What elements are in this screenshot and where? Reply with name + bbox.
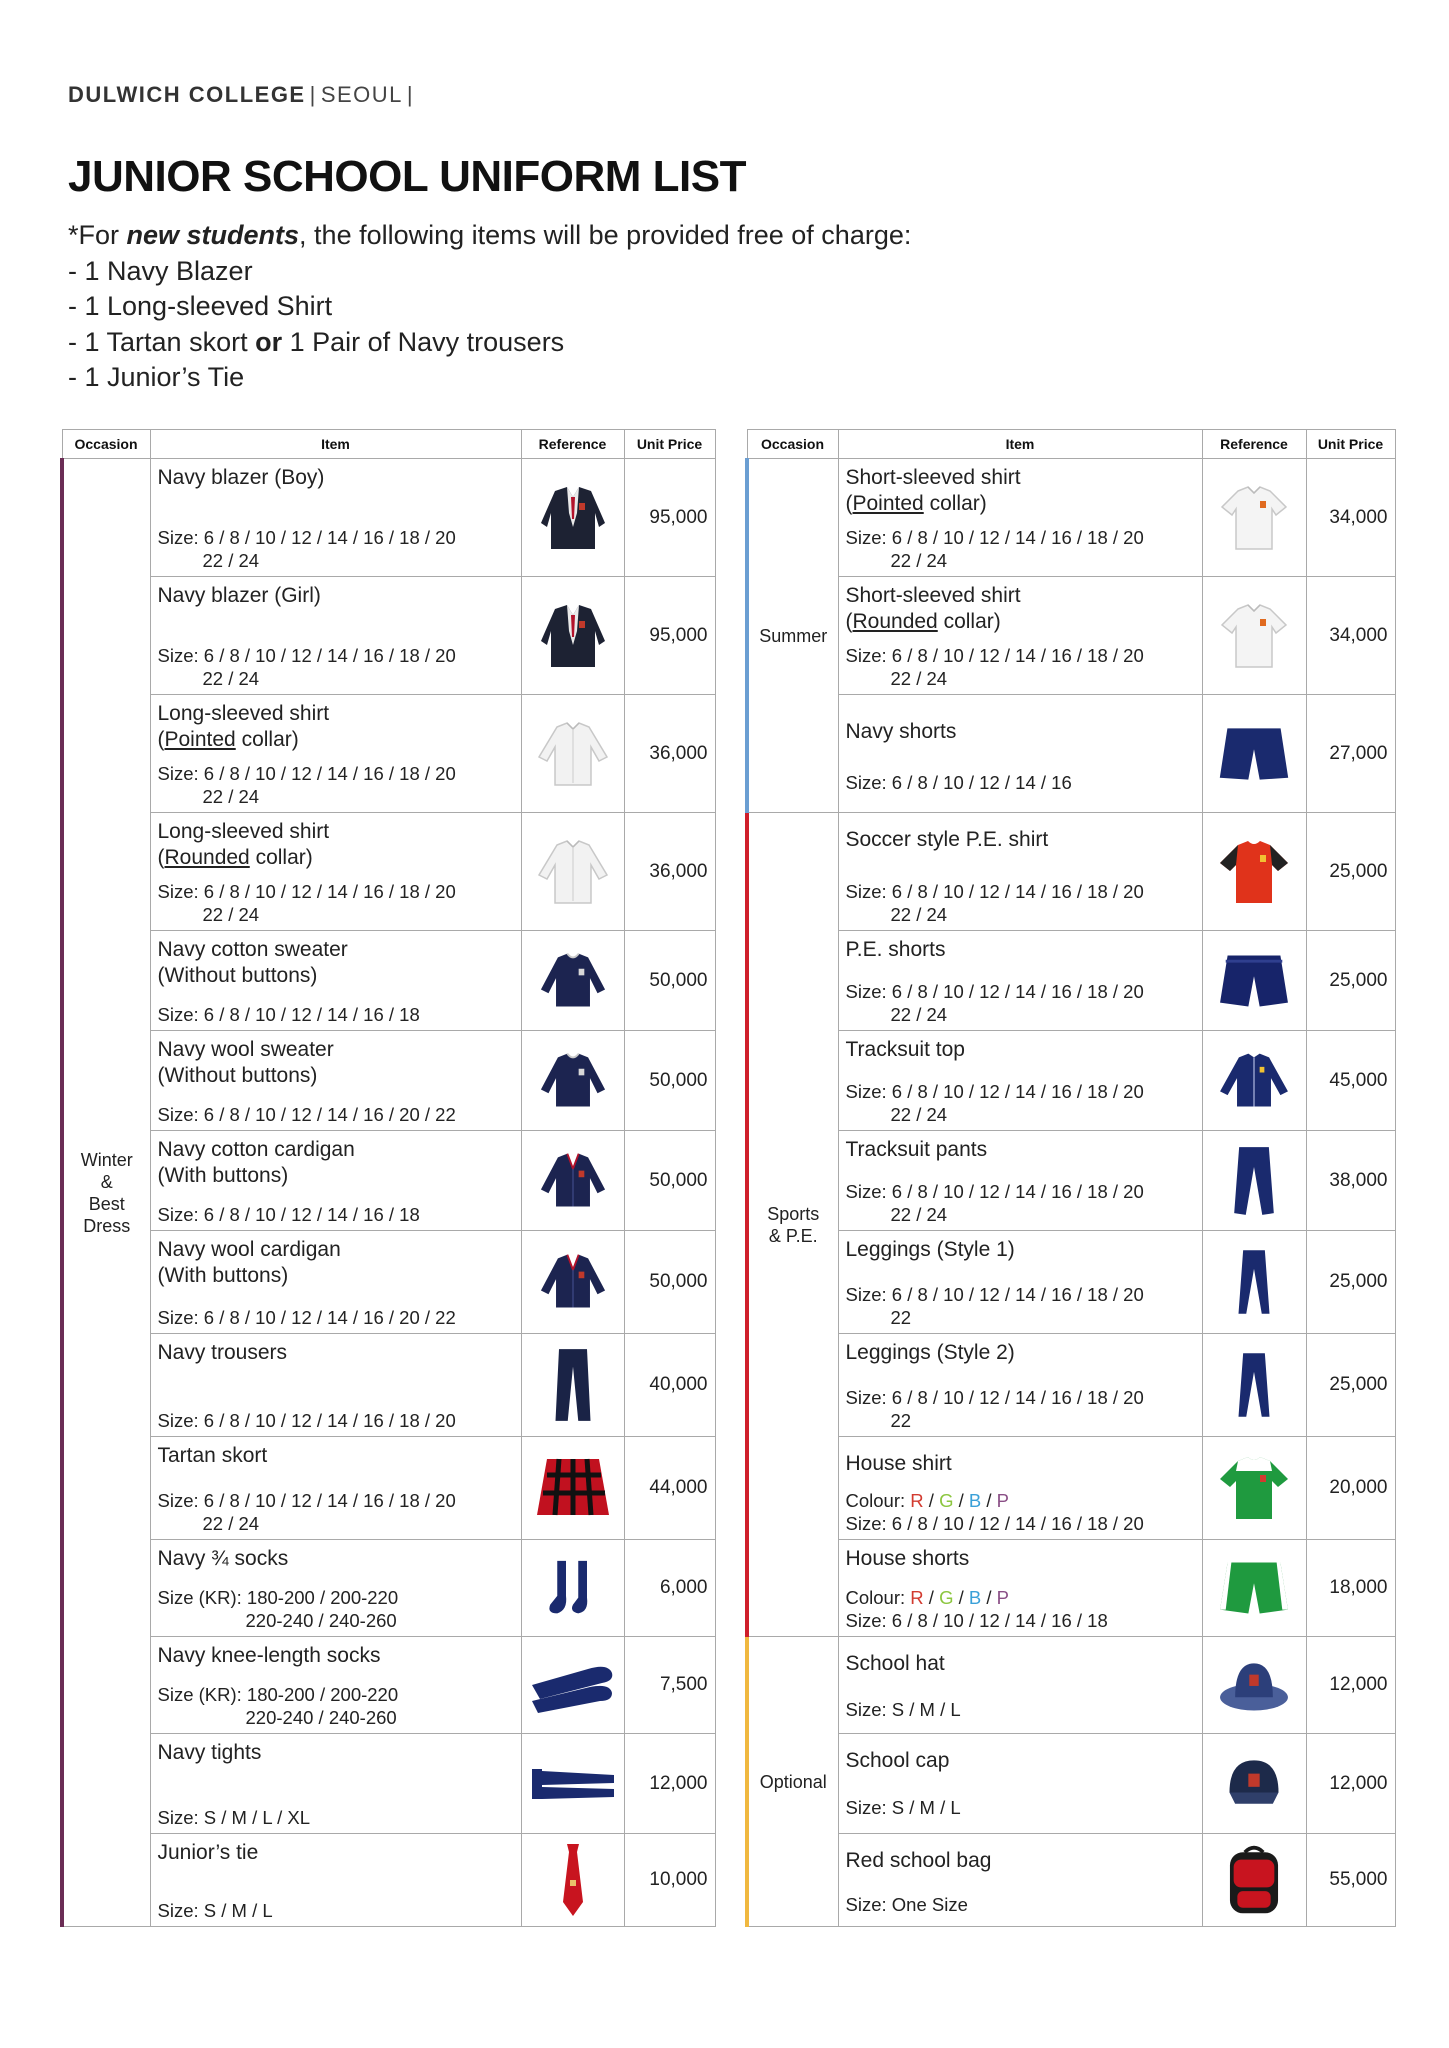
table-row xyxy=(747,931,1395,1031)
colour-purple: P xyxy=(996,1490,1009,1511)
item-cell xyxy=(150,1334,521,1437)
reference-image xyxy=(1202,1334,1306,1437)
item-sizes: Size: S / M / L xyxy=(845,1699,961,1720)
item-sizes: Size: 6 / 8 / 10 / 12 / 14 / 16 / 18 / 20 22 xyxy=(845,1387,1144,1431)
item-sizes: Size: 6 / 8 / 10 / 12 / 14 / 16 / 18 / 20 xyxy=(157,1410,456,1431)
item-sizes: Size: S / M / L xyxy=(845,1797,961,1818)
table-header-row xyxy=(62,430,715,459)
brand-header xyxy=(68,82,418,108)
knee-socks-icon xyxy=(528,1655,618,1715)
reference-image xyxy=(521,1637,624,1734)
reference-image xyxy=(521,1131,624,1231)
free-item: - 1 Navy Blazer xyxy=(68,255,253,286)
table-row xyxy=(62,1231,715,1334)
brand-separator: | xyxy=(309,82,317,107)
occasion-sports-pe: Sports & P.E. xyxy=(747,813,838,1637)
reference-image xyxy=(1202,813,1306,931)
item-name: Navy trousers xyxy=(157,1341,288,1364)
colour-green: G xyxy=(939,1490,954,1511)
item-cell xyxy=(150,1637,521,1734)
unit-price-header: Unit Price xyxy=(624,430,715,459)
item-name: Leggings (Style 2) xyxy=(845,1341,1015,1364)
item-sizes: Size: S / M / L xyxy=(157,1900,273,1921)
blazer-icon xyxy=(533,601,613,671)
item-sizes: Size: 6 / 8 / 10 / 12 / 14 / 16 / 18 xyxy=(157,1004,420,1025)
reference-image xyxy=(521,1734,624,1834)
reference-image xyxy=(1202,1734,1306,1834)
unit-price: 25,000 xyxy=(1306,931,1395,1031)
occasion-header: Occasion xyxy=(747,430,838,459)
table-row xyxy=(62,1334,715,1437)
item-sizes: Size (KR): 180-200 / 200-220 220-240 / 240-260 xyxy=(157,1684,399,1728)
item-cell xyxy=(150,813,521,931)
item-sizes: Size: 6 / 8 / 10 / 12 / 14 / 16 / 18 / 20 22 / 24 xyxy=(845,1081,1144,1125)
reference-image xyxy=(1202,1131,1306,1231)
intro-emphasis: new students xyxy=(126,220,300,250)
item-cell xyxy=(150,1834,521,1927)
item-cell xyxy=(838,1437,1202,1540)
pe-shirt-icon xyxy=(1214,837,1294,907)
reference-image xyxy=(1202,931,1306,1031)
reference-image xyxy=(521,459,624,577)
reference-image xyxy=(1202,1437,1306,1540)
item-name: Navy cotton cardigan (With buttons) xyxy=(157,1138,355,1187)
brand-separator-end: | xyxy=(406,82,415,107)
item-sizes: Size: S / M / L / XL xyxy=(157,1807,311,1828)
hat-icon xyxy=(1214,1652,1294,1718)
unit-price: 34,000 xyxy=(1306,577,1395,695)
table-row xyxy=(62,1131,715,1231)
item-name: House shorts xyxy=(845,1547,970,1570)
unit-price: 25,000 xyxy=(1306,1231,1395,1334)
brand-city: SEOUL xyxy=(320,82,403,107)
table-row xyxy=(747,813,1395,931)
item-cell xyxy=(150,1131,521,1231)
socks-icon xyxy=(538,1555,608,1621)
reference-image xyxy=(1202,1637,1306,1734)
summer-sports-optional-table xyxy=(745,429,1396,1927)
item-sizes: Size: 6 / 8 / 10 / 12 / 14 / 16 / 18 / 20 22 / 24 xyxy=(845,527,1144,571)
item-name: Red school bag xyxy=(845,1849,992,1872)
reference-image xyxy=(1202,1231,1306,1334)
table-header-row xyxy=(747,430,1395,459)
reference-image xyxy=(1202,577,1306,695)
item-sizes: Size (KR): 180-200 / 200-220 220-240 / 240-260 xyxy=(157,1587,399,1631)
table-row xyxy=(62,459,715,577)
cap-icon xyxy=(1214,1751,1294,1817)
brand-name: DULWICH COLLEGE xyxy=(68,82,306,107)
item-cell xyxy=(838,1334,1202,1437)
item-sizes: Size: 6 / 8 / 10 / 12 / 14 / 16 / 18 / 20 22 / 24 xyxy=(157,763,456,807)
item-sizes: Colour: R / G / B / P Size: 6 / 8 / 10 / 12 / 14 / 16 / 18 xyxy=(846,1586,1198,1632)
item-cell xyxy=(838,1637,1202,1734)
unit-price: 45,000 xyxy=(1306,1031,1395,1131)
table-row xyxy=(62,1734,715,1834)
intro-notice xyxy=(68,218,911,396)
house-colours: Colour: R / G / B / P xyxy=(845,1587,1009,1608)
reference-image xyxy=(521,1231,624,1334)
item-cell xyxy=(838,577,1202,695)
table-row xyxy=(747,1734,1395,1834)
item-sizes: Size: 6 / 8 / 10 / 12 / 14 / 16 / 18 / 20 22 / 24 xyxy=(157,1490,456,1534)
item-name: Navy ¾ socks xyxy=(157,1547,289,1570)
item-name: P.E. shorts xyxy=(845,938,946,961)
item-name: Tracksuit pants xyxy=(845,1138,988,1161)
reference-image xyxy=(521,1437,624,1540)
table-row xyxy=(62,695,715,813)
table-row xyxy=(62,1540,715,1637)
item-name: Navy shorts xyxy=(845,720,957,743)
item-sizes: Size: 6 / 8 / 10 / 12 / 14 / 16 xyxy=(845,772,1072,793)
item-name: Short-sleeved shirt (Pointed collar) xyxy=(845,466,1021,515)
table-row xyxy=(747,1031,1395,1131)
item-sizes: Size: 6 / 8 / 10 / 12 / 14 / 16 / 18 / 20 22 / 24 xyxy=(845,645,1144,689)
reference-image xyxy=(521,1540,624,1637)
free-item: - 1 Long-sleeved Shirt xyxy=(68,291,333,321)
reference-image xyxy=(1202,1540,1306,1637)
reference-image xyxy=(521,577,624,695)
unit-price: 10,000 xyxy=(624,1834,715,1927)
item-name: Navy knee-length socks xyxy=(157,1644,381,1667)
item-name: School hat xyxy=(845,1652,945,1675)
unit-price: 55,000 xyxy=(1306,1834,1395,1927)
table-row xyxy=(747,1540,1395,1637)
reference-header: Reference xyxy=(521,430,624,459)
item-sizes: Size: 6 / 8 / 10 / 12 / 14 / 16 / 18 / 20 22 / 24 xyxy=(845,981,1144,1025)
item-cell xyxy=(150,695,521,813)
item-cell xyxy=(150,577,521,695)
item-cell xyxy=(838,813,1202,931)
item-name: Short-sleeved shirt (Rounded collar) xyxy=(845,584,1021,633)
unit-price: 50,000 xyxy=(624,1031,715,1131)
tights-icon xyxy=(528,1759,618,1809)
reference-image xyxy=(521,931,624,1031)
table-row xyxy=(747,1131,1395,1231)
unit-price: 27,000 xyxy=(1306,695,1395,813)
item-name: Long-sleeved shirt (Rounded collar) xyxy=(157,820,330,869)
item-name: Navy wool cardigan (With buttons) xyxy=(157,1238,341,1287)
reference-image xyxy=(521,813,624,931)
item-cell xyxy=(838,695,1202,813)
table-row xyxy=(62,1437,715,1540)
table-row xyxy=(62,813,715,931)
unit-price: 7,500 xyxy=(624,1637,715,1734)
item-name: Tracksuit top xyxy=(845,1038,965,1061)
table-row xyxy=(62,1031,715,1131)
leggings-icon xyxy=(1223,1345,1285,1425)
reference-image xyxy=(1202,695,1306,813)
item-name: Soccer style P.E. shirt xyxy=(845,828,1049,851)
sweater-icon xyxy=(533,1048,613,1114)
colour-red: R xyxy=(910,1587,924,1608)
colour-blue: B xyxy=(968,1587,982,1608)
shirt-icon xyxy=(533,837,613,907)
occasion-summer: Summer xyxy=(747,459,838,813)
house-colours: Colour: R / G / B / P xyxy=(845,1490,1009,1511)
item-header: Item xyxy=(838,430,1202,459)
item-sizes: Size: 6 / 8 / 10 / 12 / 14 / 16 / 20 / 22 xyxy=(157,1307,456,1328)
item-name: Navy tights xyxy=(157,1741,262,1764)
unit-price-header: Unit Price xyxy=(1306,430,1395,459)
pe-shorts-icon xyxy=(1216,948,1292,1014)
unit-price: 95,000 xyxy=(624,459,715,577)
unit-price: 25,000 xyxy=(1306,813,1395,931)
occasion-header: Occasion xyxy=(62,430,150,459)
unit-price: 18,000 xyxy=(1306,1540,1395,1637)
colour-green: G xyxy=(939,1587,954,1608)
item-name: Navy blazer (Boy) xyxy=(157,466,325,489)
unit-price: 36,000 xyxy=(624,695,715,813)
house-shorts-icon xyxy=(1214,1555,1294,1621)
item-name: Tartan skort xyxy=(157,1444,268,1467)
unit-price: 50,000 xyxy=(624,931,715,1031)
item-name: Junior’s tie xyxy=(157,1841,259,1864)
unit-price: 40,000 xyxy=(624,1334,715,1437)
reference-image xyxy=(521,1834,624,1927)
item-cell xyxy=(838,1031,1202,1131)
house-shirt-icon xyxy=(1214,1452,1294,1524)
unit-price: 95,000 xyxy=(624,577,715,695)
item-sizes: Size: 6 / 8 / 10 / 12 / 14 / 16 / 18 / 20 22 / 24 xyxy=(157,881,456,925)
leggings-icon xyxy=(1223,1242,1285,1322)
item-cell xyxy=(150,1231,521,1334)
reference-image xyxy=(1202,459,1306,577)
unit-price: 34,000 xyxy=(1306,459,1395,577)
reference-image xyxy=(521,1334,624,1437)
table-row xyxy=(747,1834,1395,1927)
item-header: Item xyxy=(150,430,521,459)
item-sizes: Size: 6 / 8 / 10 / 12 / 14 / 16 / 18 / 20 22 / 24 xyxy=(845,881,1144,925)
unit-price: 20,000 xyxy=(1306,1437,1395,1540)
item-cell xyxy=(150,1734,521,1834)
unit-price: 50,000 xyxy=(624,1231,715,1334)
unit-price: 12,000 xyxy=(1306,1637,1395,1734)
unit-price: 44,000 xyxy=(624,1437,715,1540)
unit-price: 25,000 xyxy=(1306,1334,1395,1437)
item-cell xyxy=(838,1131,1202,1231)
item-sizes: Size: 6 / 8 / 10 / 12 / 14 / 16 / 18 xyxy=(157,1204,420,1225)
item-cell xyxy=(838,459,1202,577)
unit-price: 6,000 xyxy=(624,1540,715,1637)
reference-image xyxy=(1202,1834,1306,1927)
unit-price: 36,000 xyxy=(624,813,715,931)
table-row xyxy=(747,577,1395,695)
tracksuit-pants-icon xyxy=(1221,1142,1287,1220)
occasion-optional: Optional xyxy=(747,1637,838,1927)
unit-price: 38,000 xyxy=(1306,1131,1395,1231)
skort-icon xyxy=(531,1453,615,1523)
item-name: Navy wool sweater (Without buttons) xyxy=(157,1038,334,1087)
short-sleeve-shirt-icon xyxy=(1214,483,1294,553)
item-cell xyxy=(150,459,521,577)
unit-price: 50,000 xyxy=(624,1131,715,1231)
reference-image xyxy=(521,1031,624,1131)
item-cell xyxy=(838,1734,1202,1834)
backpack-icon xyxy=(1217,1840,1291,1920)
item-cell xyxy=(838,1834,1202,1927)
sweater-icon xyxy=(533,948,613,1014)
cardigan-icon xyxy=(533,1148,613,1214)
unit-price: 12,000 xyxy=(1306,1734,1395,1834)
colour-red: R xyxy=(910,1490,924,1511)
winter-uniform-table xyxy=(60,429,716,1927)
item-name: Navy blazer (Girl) xyxy=(157,584,321,607)
occasion-winter-best-dress: Winter & Best Dress xyxy=(62,459,150,1927)
item-cell xyxy=(838,931,1202,1031)
free-item: - 1 Junior’s Tie xyxy=(68,362,245,392)
item-sizes: Size: 6 / 8 / 10 / 12 / 14 / 16 / 18 / 20 22 xyxy=(845,1284,1144,1328)
shorts-icon xyxy=(1216,719,1292,789)
item-name: Long-sleeved shirt (Pointed collar) xyxy=(157,702,330,751)
item-cell xyxy=(838,1231,1202,1334)
reference-header: Reference xyxy=(1202,430,1306,459)
item-name: Navy cotton sweater (Without buttons) xyxy=(157,938,348,987)
table-row xyxy=(62,577,715,695)
table-row xyxy=(62,1637,715,1734)
free-item: - 1 Tartan skort or 1 Pair of Navy trousers xyxy=(68,326,565,357)
colour-blue: B xyxy=(968,1490,982,1511)
item-name: House shirt xyxy=(845,1452,952,1475)
blazer-icon xyxy=(533,483,613,553)
item-sizes: Size: 6 / 8 / 10 / 12 / 14 / 16 / 18 / 20 22 / 24 xyxy=(157,645,456,689)
reference-image xyxy=(1202,1031,1306,1131)
cardigan-icon xyxy=(533,1249,613,1315)
short-sleeve-shirt-icon xyxy=(1214,601,1294,671)
shirt-icon xyxy=(533,719,613,789)
table-row xyxy=(747,1334,1395,1437)
reference-image xyxy=(521,695,624,813)
item-sizes: Colour: R / G / B / P Size: 6 / 8 / 10 / 12 / 14 / 16 / 18 / 20 xyxy=(846,1489,1198,1535)
table-row xyxy=(747,1637,1395,1734)
table-row xyxy=(747,695,1395,813)
item-cell xyxy=(150,1437,521,1540)
page-title: JUNIOR SCHOOL UNIFORM LIST xyxy=(68,152,746,201)
table-row xyxy=(747,1437,1395,1540)
table-row xyxy=(747,1231,1395,1334)
item-cell xyxy=(150,1540,521,1637)
intro-line: *For new students, the following items will be provided free of charge: xyxy=(68,220,912,250)
tracksuit-top-icon xyxy=(1214,1048,1294,1114)
item-name: Leggings (Style 1) xyxy=(845,1238,1015,1261)
item-sizes: Size: 6 / 8 / 10 / 12 / 14 / 16 / 18 / 20 22 / 24 xyxy=(845,1181,1144,1225)
table-row xyxy=(747,459,1395,577)
tie-icon xyxy=(553,1840,593,1920)
item-cell xyxy=(150,1031,521,1131)
item-cell xyxy=(150,931,521,1031)
table-row xyxy=(62,931,715,1031)
item-name: School cap xyxy=(845,1749,950,1772)
item-sizes: Size: One Size xyxy=(845,1894,968,1915)
item-sizes: Size: 6 / 8 / 10 / 12 / 14 / 16 / 18 / 20 22 / 24 xyxy=(157,527,456,571)
unit-price: 12,000 xyxy=(624,1734,715,1834)
colour-purple: P xyxy=(996,1587,1009,1608)
table-row xyxy=(62,1834,715,1927)
item-sizes: Size: 6 / 8 / 10 / 12 / 14 / 16 / 20 / 22 xyxy=(157,1104,456,1125)
trousers-icon xyxy=(538,1341,608,1429)
item-cell xyxy=(838,1540,1202,1637)
